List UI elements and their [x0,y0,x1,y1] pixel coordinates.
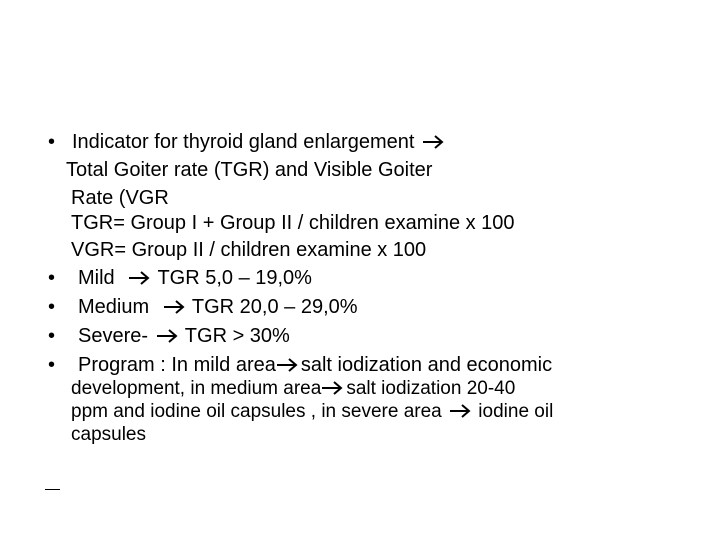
medium-item [78,295,358,319]
program-text-2a: development, in medium area [71,378,322,399]
right-arrow-icon [321,381,343,395]
bullet-marker: • [48,354,56,376]
right-arrow-icon [128,271,150,285]
program-line-4: capsules [71,424,146,445]
right-arrow-icon [163,300,185,314]
bullet-marker: • [48,325,56,347]
program-line-3 [71,401,553,423]
severe-value: TGR > 30% [184,325,290,347]
right-arrow-icon [276,358,298,372]
bullet-marker: • [48,296,56,318]
indicator-text: Indicator for thyroid gland enlargement [72,131,415,153]
medium-label: Medium [78,296,150,318]
mild-label: Mild [78,267,115,289]
indicator-line [72,130,446,154]
severe-item [78,324,290,348]
rate-line: Rate (VGR [71,187,169,209]
bullet-marker: • [48,131,56,153]
vgr-formula: VGR= Group II / children examine x 100 [71,239,427,261]
program-text-1a: Program : In mild area [78,354,276,376]
medium-value: TGR 20,0 – 29,0% [191,296,358,318]
program-line-2 [71,378,515,400]
program-text-3a: ppm and iodine oil capsules , in severe area [71,401,442,422]
program-line-1 [78,353,552,377]
footer-dash [45,489,60,490]
mild-value: TGR 5,0 – 19,0% [157,267,312,289]
program-text-2b: salt iodization 20-40 [346,378,516,399]
right-arrow-icon [156,329,178,343]
right-arrow-icon [449,404,471,418]
tgr-vgr-line: Total Goiter rate (TGR) and Visible Goiter [66,159,433,181]
severe-label: Severe- [78,325,149,347]
bullet-marker: • [48,267,56,289]
right-arrow-icon [422,135,444,149]
program-text-3b: iodine oil [478,401,554,422]
tgr-formula: TGR= Group I + Group II / children examine x 100 [71,212,515,234]
mild-item [78,266,312,290]
program-text-1b: salt iodization and economic [300,354,553,376]
